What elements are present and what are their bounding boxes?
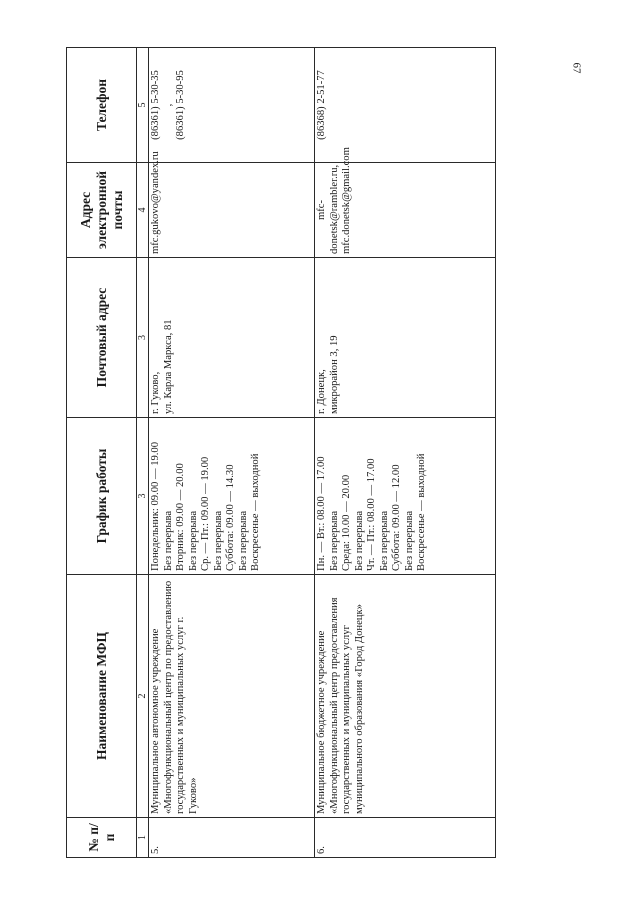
- schedule-line: Воскресенье — выходной: [416, 453, 427, 571]
- phone-line: ,: [162, 103, 174, 107]
- postal-address: [315, 258, 496, 418]
- address-line: г. Донецк,: [316, 369, 327, 414]
- header-number: № п/п: [67, 818, 137, 858]
- schedule-line: Без перерыва: [237, 510, 249, 571]
- schedule-line: Без перерыва: [403, 510, 415, 571]
- table-wrapper: [66, 48, 496, 858]
- schedule: [315, 418, 496, 575]
- schedule-line: Понедельник: 09.00 — 19.00: [150, 441, 161, 571]
- phone-line: (86368) 2-51-77: [316, 70, 327, 140]
- schedule-line: Суббота: 09.00 — 14.30: [225, 464, 236, 571]
- schedule-line: Без перерыва: [328, 510, 340, 571]
- column-number: 1: [137, 818, 149, 858]
- header-email: Адрес электронной почты: [67, 163, 137, 258]
- schedule-line: Суббота: 09.00 — 12.00: [391, 464, 402, 571]
- column-number: 5: [137, 48, 149, 163]
- email: [315, 147, 496, 258]
- schedule-line: Чт. — Пт.: 08.00 — 17.00: [366, 458, 377, 571]
- schedule-line: Без перерыва: [353, 510, 365, 571]
- row-number: 6.: [315, 818, 496, 858]
- header-schedule: График работы: [67, 418, 137, 575]
- row-number: 5.: [149, 818, 315, 858]
- schedule-line: Без перерыва: [162, 510, 174, 571]
- schedule-line: Воскресенье — выходной: [250, 453, 261, 571]
- table-row: [149, 48, 315, 858]
- column-number: 3: [137, 258, 149, 418]
- schedule-line: Пн. — Вт.: 08.00 — 17.00: [316, 456, 327, 571]
- schedule: [149, 418, 315, 575]
- schedule-line: Без перерыва: [212, 510, 224, 571]
- page-number: 67: [570, 62, 583, 74]
- mfc-name: Муниципальное автономное учреждение «Многофункциональный центр по предоставлению государственных и муниципальных услуг г. Гуково»: [149, 575, 315, 818]
- email-line: mfc-donetsk@rambler.ru,: [316, 164, 340, 254]
- email-line: mfc.donetsk@gmail.com: [341, 147, 352, 254]
- schedule-line: Без перерыва: [378, 510, 390, 571]
- table-row: [315, 48, 496, 858]
- schedule-line: Ср. — Пт.: 09.00 — 19.00: [200, 456, 211, 571]
- email-line: mfc.gukovo@yandex.ru: [150, 151, 161, 254]
- address-line: микрорайон 3, 19: [328, 335, 340, 414]
- schedule-line: Без перерыва: [187, 510, 199, 571]
- phone: [315, 48, 496, 163]
- address-line: г. Гуково,: [150, 371, 161, 414]
- header-address: Почтовый адрес: [67, 258, 137, 418]
- postal-address: [149, 258, 315, 418]
- mfc-table: [66, 47, 496, 858]
- header-name: Наименование МФЦ: [67, 575, 137, 818]
- phone: [149, 48, 315, 163]
- header-phone: Телефон: [67, 48, 137, 163]
- phone-line: (86361) 5-30-35: [150, 70, 161, 140]
- schedule-line: Вторник: 09.00 — 20.00: [175, 463, 186, 571]
- column-number: 3: [137, 418, 149, 575]
- schedule-line: Среда: 10.00 — 20.00: [341, 474, 352, 571]
- column-number: 4: [137, 163, 149, 258]
- address-line: ул. Карла Маркса, 81: [162, 319, 174, 414]
- mfc-name: Муниципальное бюджетное учреждение «Многофункциональный центр предоставления государственных и муниципальных услуг муниципального образования «Город Донецк»: [315, 575, 496, 818]
- email: [149, 151, 315, 258]
- phone-line: (86361) 5-30-95: [175, 70, 186, 140]
- column-number: 2: [137, 575, 149, 818]
